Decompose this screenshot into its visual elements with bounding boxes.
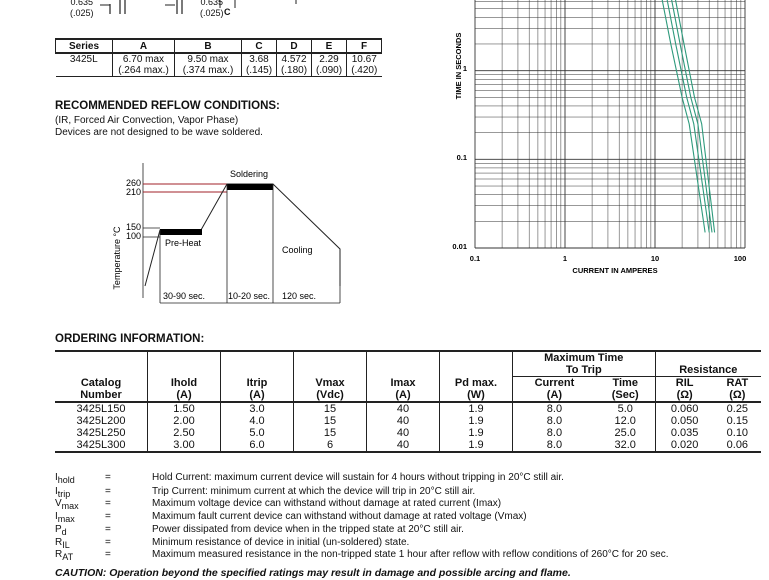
legend-symbol: $I_{trip}$ bbox=[55, 486, 71, 499]
legend-symbol: $R_{IL}$ bbox=[55, 537, 70, 550]
table-cell: 8.0 bbox=[513, 402, 596, 415]
tt-curve bbox=[668, 0, 712, 232]
col-current: Current (A) bbox=[513, 377, 596, 403]
table-cell: 0.035 bbox=[655, 427, 714, 439]
reflow-profile-diagram bbox=[105, 158, 355, 308]
legend-item bbox=[55, 549, 765, 561]
legend-description: Power dissipated from device when in the tripped state at 20°C still air. bbox=[152, 524, 464, 535]
table-cell: 40 bbox=[367, 439, 440, 452]
col-ril: RIL (Ω) bbox=[655, 377, 714, 403]
zone-cooling: Cooling bbox=[282, 245, 313, 255]
series-table-header-row bbox=[56, 39, 382, 53]
table-cell: 25.0 bbox=[614, 427, 636, 439]
reflow-title: RECOMMENDED REFLOW CONDITIONS: bbox=[55, 100, 280, 112]
table-cell: 2.50 bbox=[148, 427, 221, 439]
tt-ytick-0-1: 0.1 bbox=[456, 153, 467, 162]
header-e: E bbox=[312, 39, 347, 53]
cell-b: 9.50 max (.374 max.) bbox=[175, 53, 242, 77]
ordering-title: ORDERING INFORMATION: bbox=[55, 333, 205, 345]
table-cell: 8.0 bbox=[513, 439, 596, 452]
table-cell: 1.50 bbox=[148, 402, 221, 415]
col-time: Time (Sec) bbox=[596, 377, 655, 403]
ytick-150: 150 bbox=[125, 222, 141, 232]
ordering-table bbox=[55, 350, 761, 453]
group-resistance: Resistance bbox=[655, 351, 761, 377]
tt-grid bbox=[475, 0, 745, 248]
legend-description: Maximum fault current device can withstand without damage at rated voltage (Vmax) bbox=[152, 511, 527, 522]
reflow-subtitle: (IR, Forced Air Convection, Vapor Phase) bbox=[55, 115, 239, 126]
tt-ylabel: TIME IN SECONDS bbox=[454, 32, 463, 100]
header-series: Series bbox=[56, 39, 113, 53]
legend-equals: = bbox=[105, 498, 111, 509]
table-cell: 0.020 bbox=[655, 439, 714, 452]
tt-ytick-0-01: 0.01 bbox=[452, 242, 467, 251]
legend-description: Trip Current: minimum current at which the device will trip in 20°C still air. bbox=[152, 486, 476, 497]
time-preheat: 30-90 sec. bbox=[163, 291, 206, 301]
ytick-100: 100 bbox=[125, 231, 141, 241]
col-itrip: Itrip (A) bbox=[221, 377, 294, 403]
time-cooling: 120 sec. bbox=[282, 291, 317, 301]
tt-xlabel: CURRENT IN AMPERES bbox=[572, 266, 658, 275]
table-cell: 4.0 bbox=[221, 415, 294, 427]
table-cell: 3425L300 bbox=[55, 439, 148, 452]
legend-item bbox=[55, 498, 765, 510]
legend-symbol: $R_{AT}$ bbox=[55, 549, 74, 562]
table-cell: 1.9 bbox=[440, 415, 513, 427]
table-cell: 5.0 bbox=[617, 403, 633, 415]
legend-symbol: $P_d$ bbox=[55, 524, 67, 537]
table-cell: 15 bbox=[294, 415, 367, 427]
time-soldering: 10-20 sec. bbox=[228, 291, 271, 301]
col-rat: RAT (Ω) bbox=[714, 377, 761, 403]
legend-item bbox=[55, 486, 765, 498]
legend-item bbox=[55, 524, 765, 536]
dim-label-1: 0.635 (.025) bbox=[70, 0, 94, 18]
legend-symbol: $I_{hold}$ bbox=[55, 472, 75, 485]
ordering-header-row bbox=[55, 377, 761, 403]
table-row bbox=[55, 427, 761, 439]
dim-letter-c: C bbox=[224, 7, 231, 17]
table-cell: 1.9 bbox=[440, 439, 513, 452]
group-max-time: Maximum Time To Trip bbox=[513, 351, 656, 377]
legend-equals: = bbox=[105, 486, 111, 497]
legend-symbol: $I_{max}$ bbox=[55, 511, 75, 524]
table-row bbox=[55, 439, 761, 452]
series-table-row bbox=[56, 53, 382, 77]
ytick-260: 260 bbox=[125, 178, 141, 188]
header-d: D bbox=[277, 39, 312, 53]
table-cell: 8.0 bbox=[513, 415, 596, 427]
table-cell: 0.06 bbox=[714, 439, 761, 452]
legend-description: Maximum voltage device can withstand without damage at rated current (Imax) bbox=[152, 498, 502, 509]
table-cell: 15 bbox=[294, 427, 367, 439]
table-cell: 0.10 bbox=[726, 427, 749, 439]
header-a: A bbox=[113, 39, 175, 53]
legend-item bbox=[55, 511, 765, 523]
time-current-chart bbox=[445, 0, 765, 280]
reflow-ylabel: Temperature °C bbox=[112, 226, 122, 290]
header-b: B bbox=[175, 39, 242, 53]
tt-xtick-1: 1 bbox=[562, 254, 568, 263]
caution-note: CAUTION: Operation beyond the specified ratings may result in damage and possible arcing and flame. bbox=[55, 567, 571, 579]
cell-c: 3.68 (.145) bbox=[242, 53, 277, 77]
table-cell: 0.060 bbox=[655, 402, 714, 415]
table-cell: 3425L250 bbox=[76, 427, 126, 439]
tt-ytick-1: 1 bbox=[462, 64, 467, 73]
table-cell: 1.9 bbox=[440, 427, 513, 439]
reflow-note: Devices are not designed to be wave soldered. bbox=[55, 127, 263, 138]
col-pd-max: Pd max. (W) bbox=[440, 377, 513, 403]
legend-equals: = bbox=[105, 549, 111, 560]
tt-curve bbox=[664, 0, 710, 232]
legend-equals: = bbox=[105, 537, 111, 548]
cell-f: 10.67 (.420) bbox=[347, 53, 382, 77]
zone-soldering: Soldering bbox=[230, 169, 269, 179]
tt-curves bbox=[659, 0, 715, 232]
dim-label-2: 0.635 (.025) bbox=[200, 0, 224, 18]
table-cell: 6.0 bbox=[221, 439, 294, 452]
table-cell: 3425L150 bbox=[76, 403, 126, 415]
table-cell: 40 bbox=[367, 402, 440, 415]
legend-description: Hold Current: maximum current device will sustain for 4 hours without tripping in 20°C still air. bbox=[152, 472, 564, 483]
header-c: C bbox=[242, 39, 277, 53]
legend-symbol: $V_{max}$ bbox=[55, 498, 79, 511]
legend-description: Maximum measured resistance in the non-tripped state 1 hour after reflow with reflow conditions of 260°C for 20 sec. bbox=[152, 549, 669, 560]
table-cell: 3425L200 bbox=[76, 415, 126, 427]
cell-a: 6.70 max (.264 max.) bbox=[113, 53, 175, 77]
table-cell: 3.00 bbox=[148, 439, 221, 452]
legend-equals: = bbox=[105, 511, 111, 522]
legend-item bbox=[55, 472, 765, 484]
soldering-bar bbox=[227, 184, 273, 190]
col-vmax: Vmax (Vdc) bbox=[294, 377, 367, 403]
table-row bbox=[55, 402, 761, 415]
legend-item bbox=[55, 537, 765, 549]
legend-equals: = bbox=[105, 524, 111, 535]
table-cell: 0.15 bbox=[726, 415, 749, 427]
tt-xtick-10: 10 bbox=[650, 254, 660, 263]
table-cell: 1.9 bbox=[440, 402, 513, 415]
tt-xtick-0-1: 0.1 bbox=[469, 254, 481, 263]
table-cell: 3.0 bbox=[221, 402, 294, 415]
table-cell: 32.0 bbox=[596, 439, 655, 452]
series-dimension-table bbox=[55, 38, 382, 77]
table-cell: 8.0 bbox=[513, 427, 596, 439]
table-cell: 0.050 bbox=[655, 415, 714, 427]
table-cell: 15 bbox=[294, 402, 367, 415]
cell-d: 4.572 (.180) bbox=[277, 53, 312, 77]
header-f: F bbox=[347, 39, 382, 53]
legend-equals: = bbox=[105, 472, 111, 483]
table-cell: 5.0 bbox=[221, 427, 294, 439]
table-cell: 6 bbox=[294, 439, 367, 452]
tt-xtick-100: 100 bbox=[733, 254, 747, 263]
cell-e: 2.29 (.090) bbox=[312, 53, 347, 77]
table-cell: 0.25 bbox=[726, 403, 749, 415]
ytick-210: 210 bbox=[125, 187, 141, 197]
table-cell: 12.0 bbox=[614, 415, 636, 427]
cell-series: 3425L bbox=[56, 53, 113, 77]
col-ihold: Ihold (A) bbox=[148, 377, 221, 403]
legend-description: Minimum resistance of device in initial (un-soldered) state. bbox=[152, 537, 410, 548]
table-cell: 40 bbox=[367, 415, 440, 427]
col-imax: Imax (A) bbox=[367, 377, 440, 403]
table-row bbox=[55, 415, 761, 427]
zone-preheat: Pre-Heat bbox=[165, 238, 202, 248]
col-catalog: Catalog Number bbox=[55, 377, 148, 403]
preheat-bar bbox=[160, 229, 202, 235]
table-cell: 40 bbox=[367, 427, 440, 439]
package-drawing-fragment bbox=[100, 0, 320, 22]
table-cell: 2.00 bbox=[148, 415, 221, 427]
